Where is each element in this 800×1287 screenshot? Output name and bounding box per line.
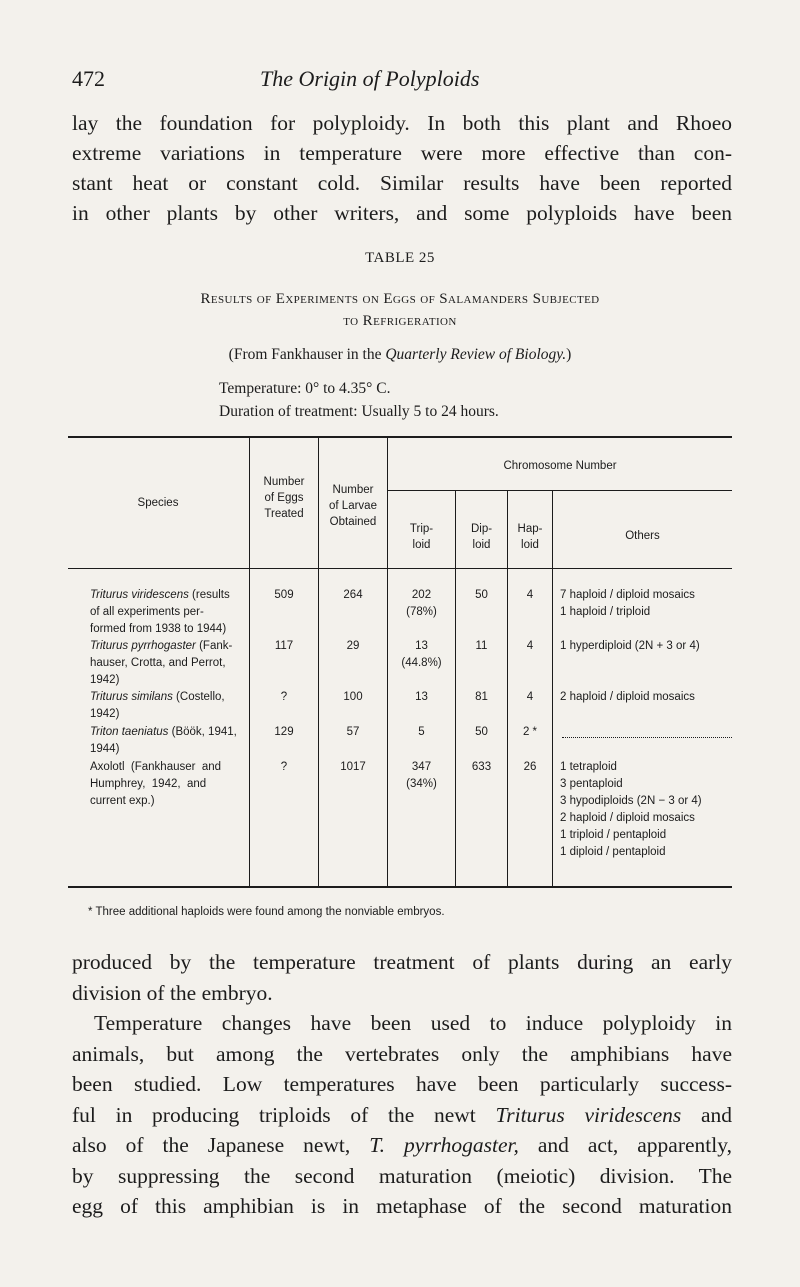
species-note: Axolotl (Fankhauser and xyxy=(90,761,222,773)
triploid-value xyxy=(388,689,455,706)
header-triploid xyxy=(388,521,455,553)
diploid-value: 50 xyxy=(475,589,488,601)
header-diploid xyxy=(456,521,507,553)
top-paragraph xyxy=(72,108,732,228)
empty-others-leader xyxy=(562,737,732,738)
species-italic: Triturus viridescens xyxy=(495,1102,682,1127)
eggs-value: ? xyxy=(280,761,288,773)
species-name: Triton taeniatus xyxy=(90,726,169,738)
table-footnote: * Three additional haploids were found among the nonviable embryos. xyxy=(88,906,445,918)
species-note: (Böök, 1941, xyxy=(168,726,237,738)
text-line: animals, but among the vertebrates only the amphibians have xyxy=(72,1041,732,1066)
eggs-value: 117 xyxy=(274,640,294,652)
header-text: Treated xyxy=(264,508,304,520)
table-row-species xyxy=(90,638,250,689)
larvae-value: 1017 xyxy=(340,761,366,773)
header-bottom-rule xyxy=(68,568,732,569)
table-number: TABLE 25 xyxy=(365,250,435,266)
larvae-value: 29 xyxy=(346,640,360,652)
table-row-species xyxy=(90,689,250,723)
header-text: loid xyxy=(412,539,431,551)
text-line xyxy=(72,1130,732,1161)
table-bottom-rule xyxy=(68,886,732,888)
text-line: egg of this amphibian is in metaphase of the second maturation xyxy=(72,1194,732,1218)
text-line: stant heat or constant cold. Similar results have been reported xyxy=(72,171,732,195)
source-prefix: (From Fankhauser in the xyxy=(228,346,386,363)
triploid-percent: (34%) xyxy=(406,778,437,790)
caption-line: to Refrigeration xyxy=(343,313,457,329)
diploid-value: 11 xyxy=(475,640,488,652)
species-name: Triturus viridescens xyxy=(90,589,189,601)
source-journal: Quarterly Review of Biology. xyxy=(385,346,567,363)
triploid-percent: (44.8%) xyxy=(401,657,442,669)
haploid-value: 4 xyxy=(526,589,534,601)
eggs-value: 129 xyxy=(274,726,294,738)
text-line: extreme variations in temperature were more effective than con- xyxy=(72,141,732,165)
table-row-species xyxy=(90,587,250,638)
header-chromosome-number: Chromosome Number xyxy=(503,460,617,472)
eggs-value: ? xyxy=(280,691,288,703)
species-note: of all experiments per- xyxy=(90,606,204,618)
diploid-value: 81 xyxy=(475,691,488,703)
table-row-species xyxy=(90,724,250,758)
species-note: (results xyxy=(188,589,230,601)
text-segment: and xyxy=(681,1102,732,1127)
others-value: 1 tetraploid 3 pentaploid 3 hypodiploids (2N − 3 or 4) 2 haploid / diploid mosaics 1 triploid / pentaploid 1 diploid / pentaploid xyxy=(560,761,702,858)
header-text: Dip- xyxy=(470,523,493,535)
header-text: Hap- xyxy=(517,523,543,535)
header-text: Trip- xyxy=(409,523,434,535)
table-caption xyxy=(0,288,800,332)
header-text: loid xyxy=(521,539,539,551)
header-eggs-treated xyxy=(250,474,318,522)
triploid-value xyxy=(388,638,455,672)
triploid-count: 202 xyxy=(411,589,432,601)
species-note: 1942) xyxy=(90,708,120,720)
triploid-count: 5 xyxy=(418,726,425,738)
larvae-value: 264 xyxy=(343,589,363,601)
text-segment: also of the Japanese newt, xyxy=(72,1133,370,1157)
species-name: Triturus similans xyxy=(90,691,173,703)
duration-condition: Duration of treatment: Usually 5 to 24 hours. xyxy=(219,403,499,420)
text-line: in other plants by other writers, and some polyploids have been xyxy=(72,201,732,225)
species-note: hauser, Crotta, and Perrot, xyxy=(90,657,226,669)
triploid-value xyxy=(388,724,455,741)
triploid-percent: (78%) xyxy=(406,606,437,618)
others-value: 7 haploid / diploid mosaics 1 haploid / triploid xyxy=(560,589,695,618)
table-source xyxy=(0,346,800,364)
text-line: by suppressing the second maturation (meiotic) division. The xyxy=(72,1163,732,1188)
others-value: 2 haploid / diploid mosaics xyxy=(560,691,695,703)
running-title: The Origin of Polyploids xyxy=(260,66,480,91)
text-line: been studied. Low temperatures have been particularly success- xyxy=(72,1072,732,1096)
triploid-value xyxy=(388,759,455,793)
header-haploid xyxy=(508,521,552,553)
species-note: current exp.) xyxy=(90,795,155,807)
others-value: 1 hyperdiploid (2N + 3 or 4) xyxy=(560,640,700,652)
haploid-value: 4 xyxy=(526,691,534,703)
haploid-value: 4 xyxy=(526,640,534,652)
larvae-value: 57 xyxy=(346,726,360,738)
species-note: Humphrey, 1942, and xyxy=(90,778,207,790)
text-line: produced by the temperature treatment of plants during an early xyxy=(72,950,732,974)
text-segment: and act, apparently, xyxy=(518,1133,732,1157)
text-line: division of the embryo. xyxy=(72,980,273,1005)
header-text: Obtained xyxy=(329,516,377,528)
page-number: 472 xyxy=(72,66,105,91)
header-species: Species xyxy=(137,497,179,509)
header-text: of Eggs xyxy=(264,492,304,504)
triploid-count: 13 xyxy=(415,691,428,703)
species-note: (Fank- xyxy=(195,640,233,652)
text-segment: ful in producing triploids of the newt xyxy=(72,1102,496,1127)
source-suffix: ) xyxy=(566,346,572,363)
header-text: of Larvae xyxy=(329,500,377,512)
triploid-count: 13 xyxy=(415,640,428,652)
page-header xyxy=(72,66,732,96)
table-top-rule xyxy=(68,436,732,438)
species-note: (Costello, xyxy=(172,691,225,703)
larvae-value: 100 xyxy=(343,691,363,703)
text-line xyxy=(72,1100,732,1131)
haploid-value: 2 * xyxy=(522,726,538,738)
header-text: Number xyxy=(332,484,374,496)
haploid-value: 26 xyxy=(523,761,537,773)
text-line: lay the foundation for polyploidy. In both this plant and Rhoeo xyxy=(72,111,732,135)
bottom-paragraph xyxy=(72,947,732,1222)
chromosome-group-rule xyxy=(387,490,732,491)
table-row-species xyxy=(90,759,250,810)
text-line: Temperature changes have been used to induce polyploidy in xyxy=(94,1011,732,1035)
species-note: formed from 1938 to 1944) xyxy=(90,623,227,635)
triploid-count: 347 xyxy=(411,761,432,773)
header-text: loid xyxy=(472,539,491,551)
column-divider xyxy=(552,490,553,886)
header-larvae-obtained xyxy=(319,482,387,530)
eggs-value: 509 xyxy=(274,589,294,601)
species-note: 1944) xyxy=(90,743,120,755)
triploid-value xyxy=(388,587,455,621)
diploid-value: 50 xyxy=(475,726,488,738)
species-italic: T. pyrrhogaster, xyxy=(369,1133,519,1157)
species-name: Triturus pyrrhogaster xyxy=(90,640,196,652)
header-others: Others xyxy=(625,530,660,542)
header-text: Number xyxy=(263,476,305,488)
diploid-value: 633 xyxy=(471,761,492,773)
caption-line: Results of Experiments on Eggs of Salamanders Subjected xyxy=(200,291,600,307)
species-note: 1942) xyxy=(90,674,120,686)
temperature-condition: Temperature: 0° to 4.35° C. xyxy=(219,380,391,397)
